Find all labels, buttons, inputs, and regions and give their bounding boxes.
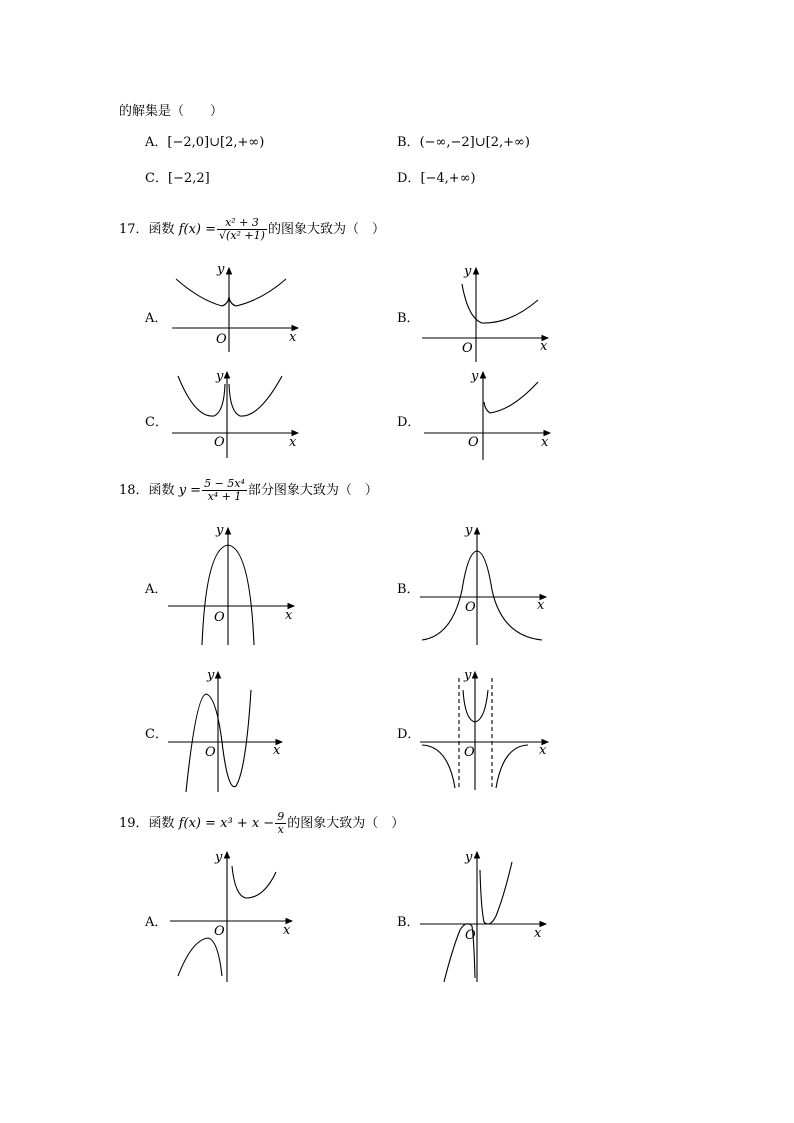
q18-option-c-label[interactable]: C． (145, 727, 168, 742)
x-axis-label: x (289, 330, 297, 345)
origin-label: O (214, 610, 225, 625)
origin-label: O (465, 928, 476, 943)
fraction-numerator: 5 − 5x⁴ (204, 477, 245, 490)
question-suffix: 的图象大致为（ ） (287, 816, 405, 831)
option-letter: A． (145, 135, 168, 150)
y-axis-label: y (216, 369, 224, 384)
function-lhs: y = (178, 483, 202, 498)
origin-label: O (216, 332, 227, 347)
origin-label: O (214, 435, 225, 450)
x-axis-label: x (539, 743, 547, 758)
fraction-denominator: x (277, 823, 284, 836)
x-axis-label: x (285, 608, 293, 623)
origin-label: O (465, 600, 476, 615)
x-axis-label: x (537, 598, 545, 613)
option-letter: B． (397, 135, 420, 150)
question-suffix: 部分图象大致为（ ） (247, 483, 378, 498)
q18-option-d-label[interactable]: D． (397, 727, 421, 742)
question-number: 18． (119, 483, 149, 498)
question-prefix: 函数 (148, 816, 175, 831)
option-letter: C． (145, 171, 168, 186)
y-axis-label: y (465, 850, 473, 865)
q17-option-c-label[interactable]: C． (145, 415, 168, 430)
y-axis-label: y (216, 523, 224, 538)
fraction-denominator: √(x² +1) (219, 229, 265, 242)
fraction-numerator: 9 (277, 810, 285, 823)
q19-graph-b[interactable] (420, 852, 546, 982)
origin-label: O (205, 745, 216, 760)
y-axis-label: y (217, 262, 225, 277)
x-axis-label: x (541, 435, 549, 450)
y-axis-label: y (207, 668, 215, 683)
x-axis-label: x (273, 743, 281, 758)
question-suffix: 的图象大致为（ ） (267, 222, 385, 237)
origin-label: O (468, 435, 479, 450)
q19-option-b-label[interactable]: B． (397, 915, 420, 930)
option-text: [−2,2] (167, 171, 210, 186)
y-axis-label: y (464, 264, 472, 279)
option-text: (−∞,−2]∪[2,+∞) (419, 135, 530, 150)
question-number: 19． (119, 816, 149, 831)
q17-option-a-label[interactable]: A． (145, 311, 168, 326)
question-number: 17． (119, 222, 149, 237)
option-text: [−4,+∞) (420, 171, 476, 186)
q19-option-a-label[interactable]: A． (145, 915, 168, 930)
q17-option-d-label[interactable]: D． (397, 415, 421, 430)
x-axis-label: x (540, 339, 548, 354)
q17-option-b-label[interactable]: B． (397, 311, 420, 326)
option-text: [−2,0]∪[2,+∞) (167, 135, 265, 150)
y-axis-label: y (464, 668, 472, 683)
q18-option-b-label[interactable]: B． (397, 582, 420, 597)
origin-label: O (464, 745, 475, 760)
y-axis-label: y (465, 523, 473, 538)
y-axis-label: y (215, 850, 223, 865)
q19-graph-a[interactable] (170, 852, 292, 982)
q16-stem-tail: 的解集是（ ） (119, 104, 224, 119)
x-axis-label: x (283, 923, 291, 938)
function-lhs: f(x) = x³ + x − (178, 816, 275, 831)
function-lhs: f(x) = (178, 222, 217, 237)
x-axis-label: x (289, 435, 297, 450)
option-letter: D． (397, 171, 421, 186)
origin-label: O (462, 341, 473, 356)
question-prefix: 函数 (148, 483, 175, 498)
q18-option-a-label[interactable]: A． (145, 582, 168, 597)
question-prefix: 函数 (148, 222, 175, 237)
origin-label: O (214, 924, 225, 939)
fraction-denominator: x⁴ + 1 (207, 490, 242, 503)
fraction-numerator: x² + 3 (217, 217, 267, 230)
x-axis-label: x (534, 926, 542, 941)
y-axis-label: y (471, 369, 479, 384)
